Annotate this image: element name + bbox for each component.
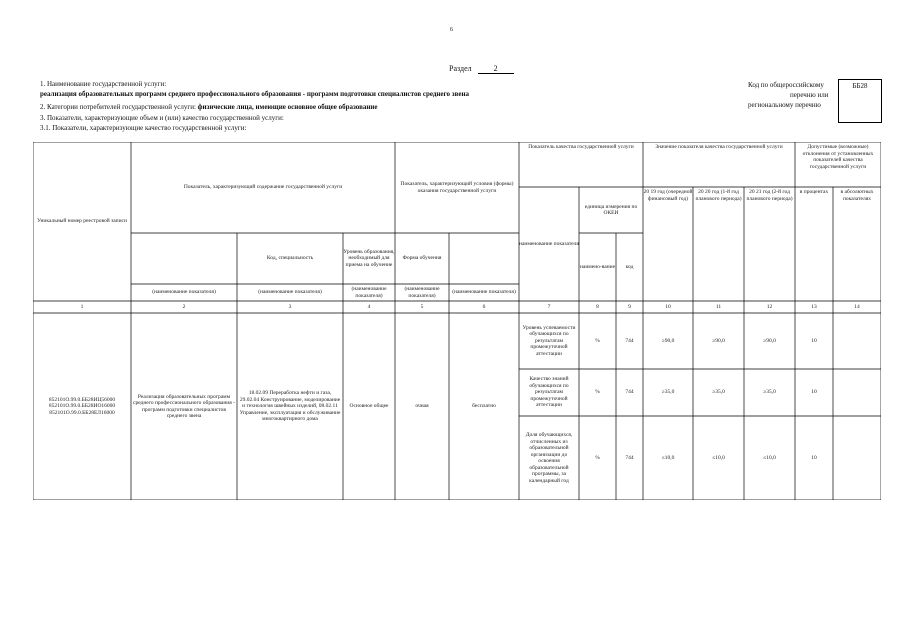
header-deviation: Допустимые (возможные) отклонения от установленных показателей качества государственной услуги bbox=[802, 144, 874, 170]
registry-code-line3: региональному перечню bbox=[748, 101, 821, 109]
indicator-3-unit: % bbox=[595, 454, 600, 461]
header-registry: Уникальный номер реестровой записи bbox=[37, 218, 127, 225]
section-number: 2 bbox=[478, 64, 514, 74]
name-label-3: (наименование показателя) bbox=[258, 289, 322, 296]
indicator-1-year1: ≥90,0 bbox=[661, 337, 675, 344]
header-values: Значение показателя качества государственной услуги bbox=[655, 144, 783, 150]
col-number-4: 4 bbox=[367, 303, 371, 310]
registry-code-line1: Код по общероссийскому bbox=[748, 81, 824, 89]
indicator-2-code: 744 bbox=[625, 389, 634, 396]
name-label-6: (наименование показателя) bbox=[452, 289, 516, 296]
indicator-1-year2: ≥90,0 bbox=[712, 337, 725, 344]
indicator-3-code: 744 bbox=[625, 454, 634, 461]
header-education-level: Уровень образования, необходимый для приема на обучение bbox=[343, 248, 395, 268]
col-number-5: 5 bbox=[420, 303, 424, 310]
header-specialty-code: Код, специальность bbox=[266, 255, 314, 262]
header-year1: 20 19 год (очередной финансовый год) bbox=[643, 189, 693, 202]
col-number-12: 12 bbox=[766, 303, 773, 310]
service-name-label: 1. Наименование государственной услуги: bbox=[40, 80, 167, 88]
col-number-14: 14 bbox=[854, 303, 860, 310]
col-number-11: 11 bbox=[715, 303, 722, 310]
col-number-8: 8 bbox=[596, 303, 599, 310]
row-specialties: 18.02.09 Переработка нефти и газа, 29.02.04 Конструирование, моделирование и технология швейных изделий, 08.02.11 Управление, эксплуатация и обслуживание многоквартирного дома bbox=[239, 390, 341, 423]
col-number-13: 13 bbox=[811, 303, 817, 310]
consumers-label: 2. Категории потребителей государственной услуги: bbox=[40, 103, 196, 111]
registry-code-box: ББ28 bbox=[838, 79, 882, 123]
col-number-2: 2 bbox=[182, 303, 186, 310]
indicators-label: 3. Показатели, характеризующие объем и (или) качество государственной услуги: bbox=[40, 114, 284, 122]
header-form: Форма обучения bbox=[402, 255, 442, 262]
page-number: 6 bbox=[450, 27, 453, 33]
indicator-2-name: Качество знаний обучающихся по результатам промежуточной аттестации bbox=[529, 376, 569, 409]
header-absolute: в абсолютных показателях bbox=[840, 189, 874, 202]
indicator-3-year1: ≤10,0 bbox=[661, 454, 675, 461]
header-quality: Показатель качества государственной услуги bbox=[528, 144, 634, 150]
col-number-1: 1 bbox=[80, 303, 84, 310]
registry-code-line2: перечню или bbox=[790, 91, 829, 99]
indicator-1-code: 744 bbox=[625, 337, 634, 344]
section-label: Раздел bbox=[449, 64, 472, 73]
indicator-1-deviation: 10 bbox=[811, 337, 817, 344]
header-year3: 20 21 год (2-й год планового периода) bbox=[746, 189, 793, 202]
indicator-3-year2: ≤10,0 bbox=[712, 454, 725, 461]
indicator-3-year3: ≤10,0 bbox=[763, 454, 776, 461]
header-unit: единица измерения по ОКЕИ bbox=[584, 203, 638, 216]
section-title bbox=[449, 64, 514, 74]
col-number-9: 9 bbox=[628, 303, 631, 310]
col-number-6: 6 bbox=[482, 303, 486, 310]
indicator-3-deviation: 10 bbox=[811, 454, 817, 461]
service-name-value: реализация образовательных программ среднего профессионального образования - программ подготовки специалистов среднего звена bbox=[40, 90, 470, 98]
header-col6 bbox=[449, 233, 519, 284]
indicator-2-year2: ≥35,0 bbox=[712, 389, 725, 396]
col-number-7: 7 bbox=[547, 303, 551, 310]
indicator-3-name: Доля обучающихся, отчисленных из образовательной организации до освоения образовательной программы, за календарный год bbox=[525, 432, 573, 484]
row-registry-numbers: 852101О.99.0.ББ28ИЦ56000 852101О.99.0.ББ28ИО16000 852101О.99.0.ББ28ЕЛ16000 bbox=[48, 396, 116, 416]
indicator-2-year3: ≥35,0 bbox=[763, 389, 776, 396]
indicator-1-year3: ≥90,0 bbox=[763, 337, 776, 344]
header-indicator-name: наименование показателя bbox=[519, 240, 579, 247]
name-label-5: (наименование показателя) bbox=[404, 286, 440, 299]
header-percent: в процентах bbox=[799, 189, 829, 195]
header-unit-code: код bbox=[625, 263, 634, 270]
col-number-10: 10 bbox=[665, 303, 671, 310]
indicator-2-deviation: 10 bbox=[811, 389, 817, 396]
header-col2 bbox=[131, 233, 237, 284]
header-content: Показатель, характеризующий содержание государственной услуги bbox=[183, 184, 343, 191]
col-number-3: 3 bbox=[288, 303, 292, 310]
quality-label: 3.1. Показатели, характеризующие качество государственной услуги: bbox=[40, 124, 247, 132]
row-education-level: Основное общее bbox=[349, 403, 389, 410]
quality-table bbox=[33, 142, 881, 500]
indicator-2-year1: ≥35,0 bbox=[661, 389, 675, 396]
name-label-4: (наименование показателя) bbox=[351, 286, 387, 299]
header-unit-name: наимено-вание bbox=[579, 263, 616, 270]
row-form: очная bbox=[415, 403, 429, 410]
header-year2: 20 20 год (1-й год планового периода) bbox=[695, 189, 742, 202]
consumers-value: физические лица, имеющие основное общее образование bbox=[197, 103, 378, 111]
header-conditions: Показатель, характеризующий условия (формы) оказания государственной услуги bbox=[400, 181, 514, 194]
indicator-2-unit: % bbox=[595, 389, 600, 396]
name-label-2: (наименование показателя) bbox=[152, 289, 216, 296]
row-payment: бесплатно bbox=[472, 403, 496, 410]
row-programs: Реализация образовательных программ среднего профессионального образования - программ подготовки специалистов среднего звена bbox=[133, 393, 235, 419]
indicator-1-unit: % bbox=[595, 337, 600, 344]
consumers-row bbox=[40, 103, 378, 111]
indicator-1-name: Уровень успеваемости обучающихся по результатам промежуточной аттестации bbox=[522, 324, 576, 357]
